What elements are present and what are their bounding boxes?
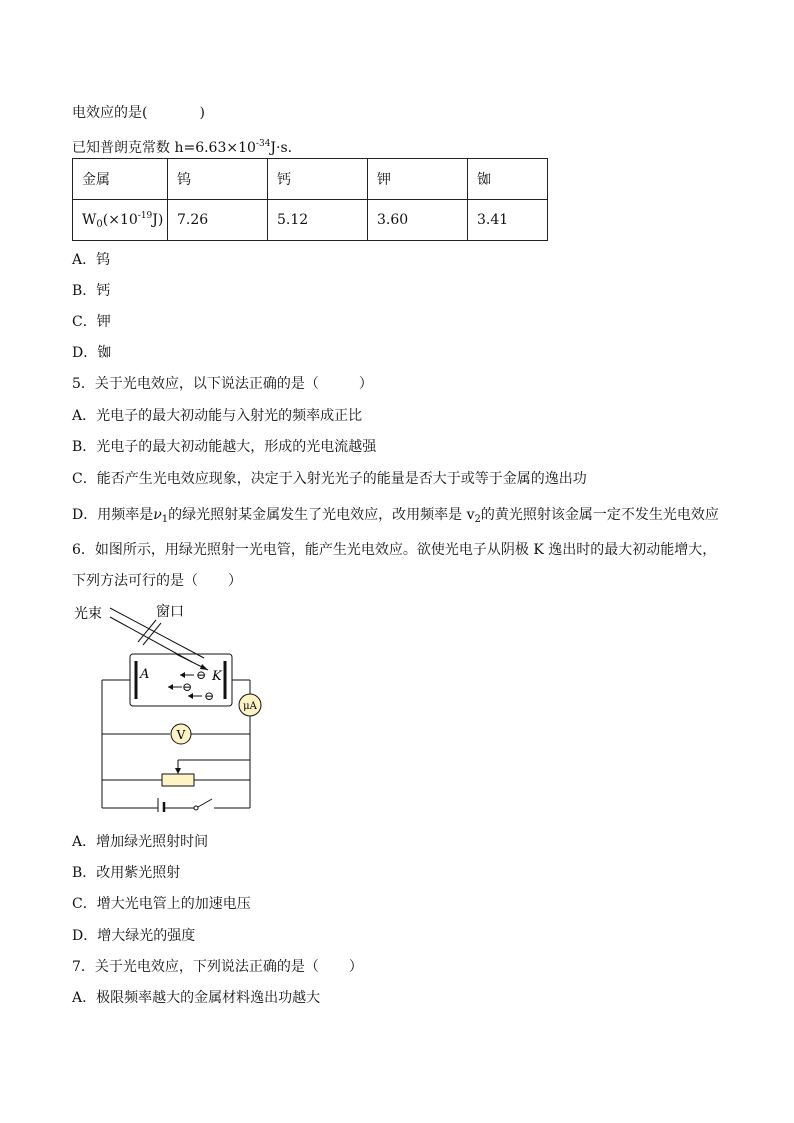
q4-option-c: C．钾 bbox=[72, 314, 111, 330]
q5-stem bbox=[72, 374, 373, 394]
q5-option-d bbox=[72, 505, 719, 530]
planck-exponent: -34 bbox=[255, 139, 271, 149]
planck-prefix: 已知普朗克常数 h=6.63×10 bbox=[72, 140, 256, 156]
q4-option-d: D．铷 bbox=[72, 345, 112, 361]
q7-stem bbox=[72, 957, 363, 977]
q4-option-b: B．钙 bbox=[72, 283, 111, 299]
q5-option-c: C．能否产生光电效应现象，决定于入射光光子的能量是否大于或等于金属的逸出功 bbox=[72, 471, 587, 487]
q5-stem-text: 5．关于光电效应，以下说法正确的是（ bbox=[72, 376, 319, 392]
q6-stem-line1: 6．如图所示，用绿光照射一光电管，能产生光电效应。欲使光电子从阴极 K 逸出时的最大初动能增大， bbox=[72, 542, 717, 558]
q7-option-a: A．极限频率越大的金属材料逸出功越大 bbox=[72, 990, 321, 1006]
q6-stem-text: 下列方法可行的是（ bbox=[72, 573, 198, 589]
table-cell: 5.12 bbox=[268, 200, 368, 241]
table-row bbox=[73, 200, 548, 241]
label-mid: (×10 bbox=[102, 211, 138, 228]
q6-option-b: B．改用紫光照射 bbox=[72, 865, 181, 881]
window-label: 窗口 bbox=[156, 604, 184, 620]
q5-close-paren: ） bbox=[358, 376, 373, 392]
q5-d-nu1: ν bbox=[153, 507, 162, 523]
beam-label: 光束 bbox=[74, 606, 102, 622]
photoelectric-circuit-diagram bbox=[72, 598, 282, 812]
q6-option-a: A．增加绿光照射时间 bbox=[72, 834, 209, 850]
q5-d-part1: D．用频率是 bbox=[72, 507, 154, 523]
electron: ⊖ bbox=[182, 680, 193, 694]
beam-line-lower bbox=[110, 617, 192, 662]
q6-close-paren: ） bbox=[228, 573, 242, 589]
switch-lever bbox=[198, 799, 212, 807]
label-unit: J) bbox=[152, 211, 164, 228]
q6-option-c: C．增大光电管上的加速电压 bbox=[72, 896, 251, 912]
q4-tail-text: 电效应的是( bbox=[72, 105, 148, 121]
work-function-table bbox=[72, 158, 548, 241]
rheostat-slider-head bbox=[175, 768, 181, 774]
label-exp: -19 bbox=[137, 210, 153, 221]
q7-stem-text: 7．关于光电效应，下列说法正确的是（ bbox=[72, 959, 319, 975]
label-w-sub: 0 bbox=[96, 218, 103, 230]
q5-option-b: B．光电子的最大初动能越大，形成的光电流越强 bbox=[72, 439, 377, 455]
table-header-row bbox=[73, 159, 548, 200]
table-cell: 7.26 bbox=[168, 200, 268, 241]
cathode-label: K bbox=[212, 669, 222, 684]
table-cell: 金属 bbox=[73, 159, 168, 200]
switch-contact bbox=[194, 806, 198, 810]
electron-arrow-head-2 bbox=[168, 684, 173, 690]
q5-d-part2: 的绿光照射某金属发生了光电效应，改用频率是 v bbox=[168, 507, 475, 523]
table-cell: 3.60 bbox=[368, 200, 468, 241]
q5-d-nu2-sub: 2 bbox=[474, 514, 481, 525]
q6-stem-line2 bbox=[72, 571, 242, 591]
table-cell: 3.41 bbox=[468, 200, 548, 241]
electron: ⊖ bbox=[204, 689, 215, 703]
table-cell: 钙 bbox=[268, 159, 368, 200]
table-cell: 铷 bbox=[468, 159, 548, 200]
q7-close-paren: ） bbox=[348, 959, 363, 975]
q4-option-a: A．钨 bbox=[72, 252, 111, 268]
work-function-label-cell bbox=[73, 200, 168, 241]
q5-option-a: A．光电子的最大初动能与入射光的频率成正比 bbox=[72, 408, 363, 424]
table-cell: 钨 bbox=[168, 159, 268, 200]
label-w: W bbox=[82, 211, 97, 228]
q5-d-part3: 的黄光照射该金属一定不发生光电效应 bbox=[480, 507, 719, 523]
q4-close-paren: ) bbox=[199, 105, 205, 121]
planck-unit: J·s. bbox=[270, 140, 293, 156]
q5-d-nu1-sub: 1 bbox=[161, 514, 169, 525]
electron: ⊖ bbox=[196, 668, 207, 682]
table-cell: 钾 bbox=[368, 159, 468, 200]
q6-option-d: D．增大绿光的强度 bbox=[72, 928, 196, 944]
rheostat bbox=[162, 774, 194, 786]
anode-label: A bbox=[140, 667, 150, 682]
microammeter-label: μA bbox=[243, 701, 257, 712]
electron-arrow-head-1 bbox=[180, 672, 185, 678]
voltmeter-label: V bbox=[176, 728, 186, 742]
planck-constant-line bbox=[72, 134, 292, 158]
q4-stem-tail bbox=[72, 103, 205, 123]
